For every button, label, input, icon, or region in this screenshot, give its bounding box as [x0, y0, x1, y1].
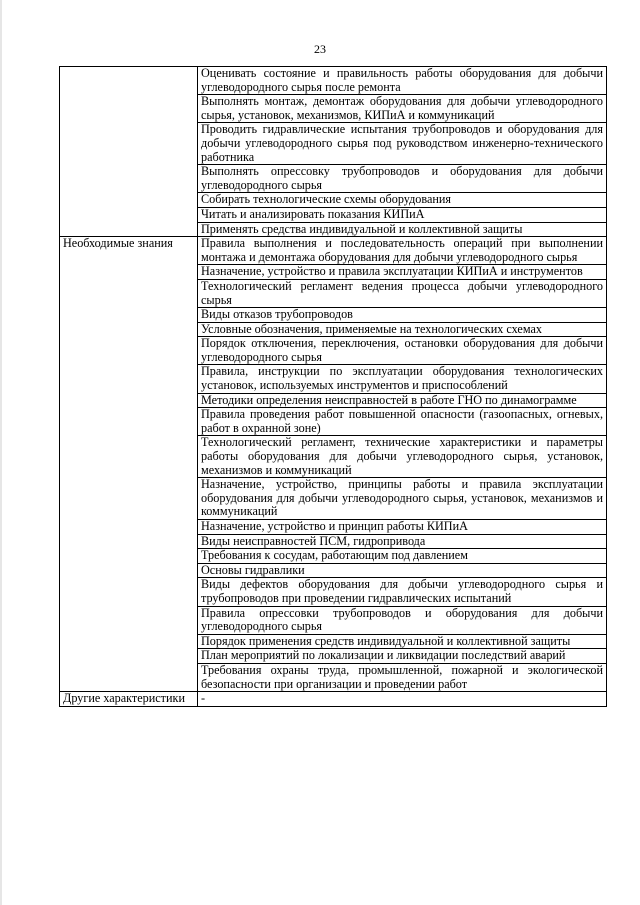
requirement-item: Проводить гидравлические испытания трубопроводов и оборудования для добычи углеводородного сырья под руководством инженерно-технического работника [198, 123, 607, 165]
requirement-item: Собирать технологические схемы оборудования [198, 193, 607, 208]
requirement-item: Правила проведения работ повышенной опасности (газоопасных, огневых, работ в охранной зоне) [198, 408, 607, 436]
requirement-item: Выполнять монтаж, демонтаж оборудования для добычи углеводородного сырья, установок, механизмов, КИПиА и коммуникаций [198, 95, 607, 123]
requirement-item: Технологический регламент ведения процесса добычи углеводородного сырья [198, 279, 607, 307]
requirement-item: - [198, 692, 607, 707]
requirement-item: Назначение, устройство и принцип работы КИПиА [198, 520, 607, 535]
scan-edge [0, 0, 2, 905]
skills-row [60, 67, 607, 95]
requirement-item: Требования охраны труда, промышленной, пожарной и экологической безопасности при организации и проведении работ [198, 663, 607, 691]
requirement-item: Основы гидравлики [198, 563, 607, 578]
requirement-item: Правила, инструкции по эксплуатации оборудования технологических установок, используемых инструментов и приспособлений [198, 365, 607, 393]
requirements-table [59, 66, 607, 707]
requirement-item: Выполнять опрессовку трубопроводов и оборудования для добычи углеводородного сырья [198, 165, 607, 193]
section-label: Другие характеристики [60, 692, 198, 707]
requirement-item: План мероприятий по локализации и ликвидации последствий аварий [198, 649, 607, 664]
requirement-item: Применять средства индивидуальной и коллективной защиты [198, 222, 607, 237]
requirement-item: Назначение, устройство, принципы работы и правила эксплуатации оборудования для добычи углеводородного сырья, установок, механизмов и коммуникаций [198, 478, 607, 520]
requirement-item: Назначение, устройство и правила эксплуатации КИПиА и инструментов [198, 265, 607, 280]
page-number: 23 [314, 42, 326, 56]
requirement-item: Порядок отключения, переключения, остановки оборудования для добычи углеводородного сырья [198, 337, 607, 365]
requirement-item: Виды отказов трубопроводов [198, 308, 607, 323]
requirement-item: Требования к сосудам, работающим под давлением [198, 549, 607, 564]
requirement-item: Виды дефектов оборудования для добычи углеводородного сырья и трубопроводов при проведении гидравлических испытаний [198, 578, 607, 606]
requirement-item: Порядок применения средств индивидуальной и коллективной защиты [198, 634, 607, 649]
requirement-item: Правила выполнения и последовательность операций при выполнении монтажа и демонтажа оборудования для добычи углеводородного сырья [198, 237, 607, 265]
requirement-item: Читать и анализировать показания КИПиА [198, 207, 607, 222]
other-row [60, 692, 607, 707]
requirement-item: Методики определения неисправностей в работе ГНО по динамограмме [198, 393, 607, 408]
requirement-item: Виды неисправностей ПСМ, гидропривода [198, 534, 607, 549]
requirement-item: Технологический регламент, технические характеристики и параметры работы оборудования для добычи углеводородного сырья, установок, механизмов и коммуникаций [198, 436, 607, 478]
knowledge-row [60, 237, 607, 265]
requirement-item: Условные обозначения, применяемые на технологических схемах [198, 322, 607, 337]
section-label: Необходимые знания [60, 237, 198, 692]
section-label [60, 67, 198, 237]
requirement-item: Оценивать состояние и правильность работы оборудования для добычи углеводородного сырья после ремонта [198, 67, 607, 95]
requirement-item: Правила опрессовки трубопроводов и оборудования для добычи углеводородного сырья [198, 606, 607, 634]
